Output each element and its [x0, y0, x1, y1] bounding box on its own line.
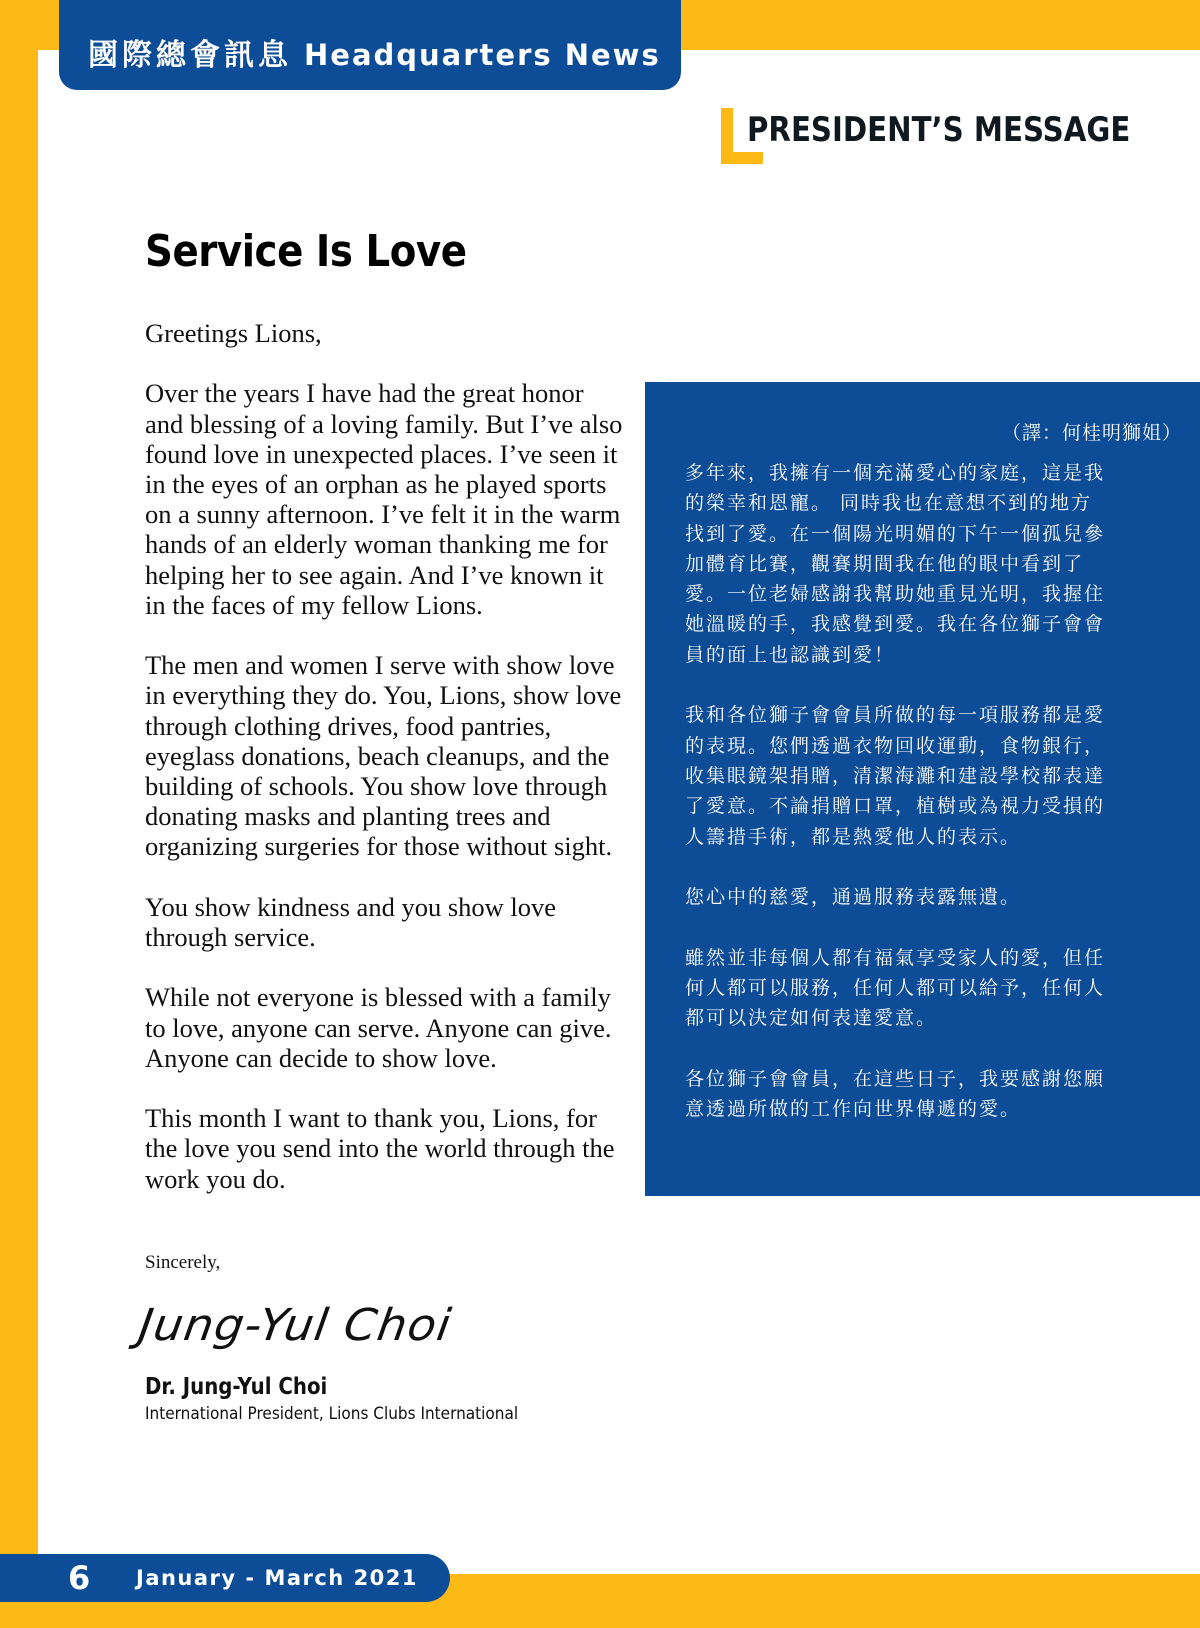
- body-paragraph: Over the years I have had the great honor and blessing of a loving family. But I’ve also found love in unexpected places. I’ve seen it in the eyes of an orphan as he played sports on a sunny afternoon. I’ve felt it in the warm hands of an elderly woman thanking me for helping her to see again. And I’ve known it in the faces of my fellow Lions.: [145, 378, 623, 620]
- footer-stripe: [0, 1602, 1200, 1628]
- translation-paragraph: 各位獅子會會員，在這些日子，我要感謝您願意透過所做的工作向世界傳遞的愛。: [685, 1067, 1106, 1121]
- header-title-en: Headquarters News: [304, 38, 661, 72]
- section-label-bracket-base: [721, 152, 763, 164]
- signer-title: International President, Lions Clubs International: [145, 1404, 519, 1424]
- translator-credit: （譯：何桂明獅姐）: [1001, 422, 1182, 444]
- article-body: [145, 318, 625, 1224]
- translation-paragraph: 雖然並非每個人都有福氣享受家人的愛，但任何人都可以服務，任何人都可以給予，任何人都可以決定如何表達愛意。: [685, 946, 1106, 1030]
- body-paragraph: You show kindness and you show love through service.: [145, 891, 557, 953]
- closing: Sincerely,: [145, 1252, 221, 1273]
- translation-body: [685, 458, 1105, 1155]
- article-title: Service Is Love: [145, 226, 467, 277]
- signer-name: Dr. Jung-Yul Choi: [145, 1374, 328, 1400]
- greeting: Greetings Lions,: [145, 318, 322, 348]
- signature: Jung-Yul Choi: [135, 1300, 455, 1351]
- translation-paragraph: 您心中的慈愛，通過服務表露無遺。: [685, 886, 1022, 909]
- header-title: [88, 30, 661, 74]
- body-paragraph: The men and women I serve with show love in everything they do. You, Lions, show love through clothing drives, food pantries, eyeglass donations, beach cleanups, and the building of schools. You show love through donating masks and planting trees and organizing surgeries for those without sight.: [145, 650, 622, 862]
- header-title-zh: 國際總會訊息: [88, 38, 292, 73]
- translation-paragraph: 多年來，我擁有一個充滿愛心的家庭，這是我的榮幸和恩寵。 同時我也在意想不到的地方找到了愛。在一個陽光明媚的下午一個孤兒參加體育比賽，觀賽期間我在他的眼中看到了愛。一位老婦感謝我幫助她重見光明，我握住她溫暖的手，我感覺到愛。我在各位獅子會會員的面上也認識到愛！: [685, 462, 1106, 666]
- translation-panel: [645, 382, 1200, 1196]
- page-number: 6: [68, 1559, 91, 1597]
- section-label: PRESIDENT’S MESSAGE: [747, 110, 1131, 150]
- translation-paragraph: 我和各位獅子會會員所做的每一項服務都是愛的表現。您們透過衣物回收運動，食物銀行，收集眼鏡架捐贈，清潔海灘和建設學校都表達了愛意。不論捐贈口罩，植樹或為視力受損的人籌措手術，都是熱愛他人的表示。: [685, 704, 1106, 848]
- body-paragraph: This month I want to thank you, Lions, for the love you send into the world through the work you do.: [145, 1103, 615, 1194]
- issue-date: January - March 2021: [136, 1566, 419, 1590]
- body-paragraph: While not everyone is blessed with a family to love, anyone can serve. Anyone can give. Anyone can decide to show love.: [145, 982, 612, 1073]
